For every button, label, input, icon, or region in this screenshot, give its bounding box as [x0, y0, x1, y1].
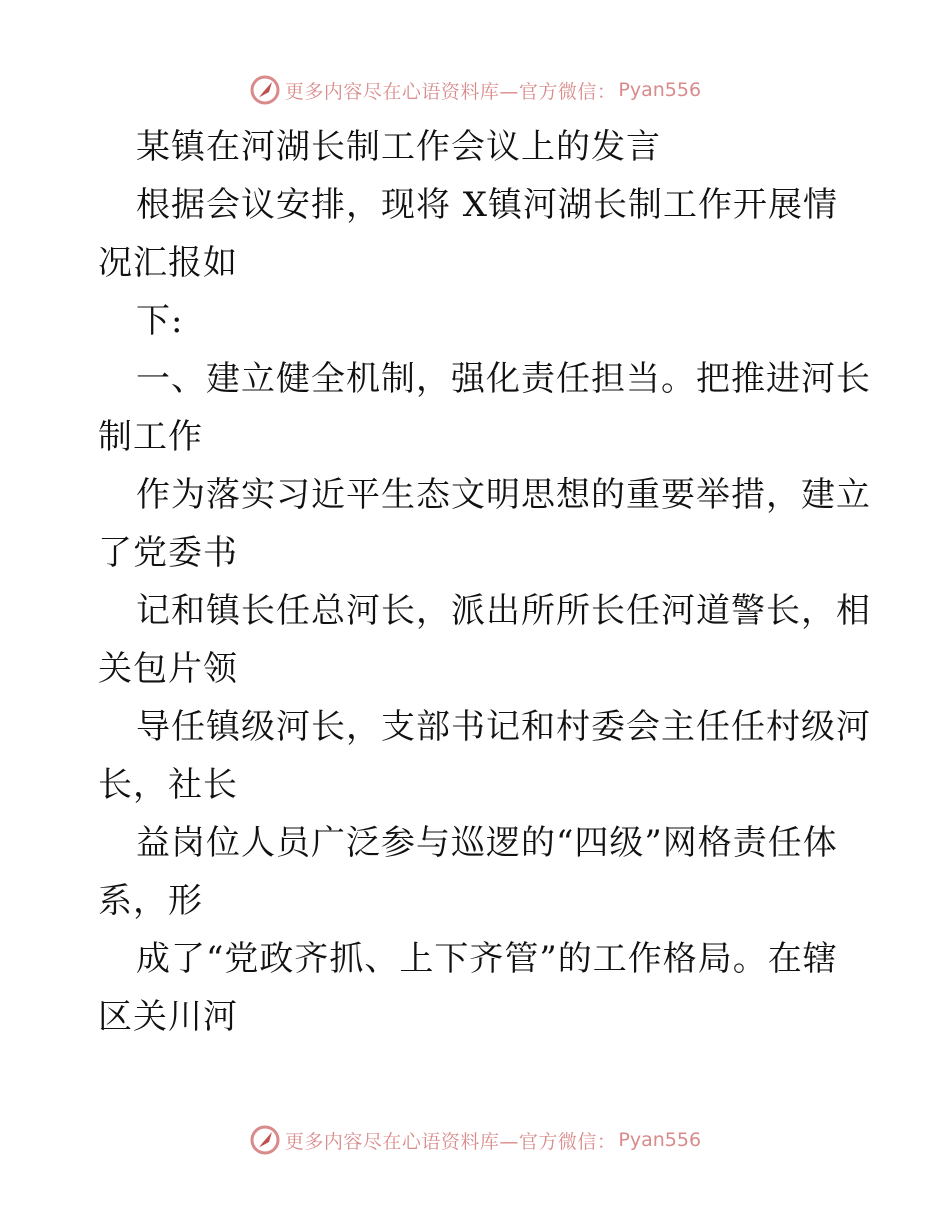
document-title: 某镇在河湖长制工作会议上的发言: [136, 127, 661, 167]
paragraph-line: 况汇报如: [98, 243, 238, 283]
paragraph-line: 了党委书: [98, 533, 238, 573]
document-body: [98, 118, 871, 1046]
paragraph-line: 关包片领: [98, 649, 238, 689]
header-watermark: [0, 70, 950, 110]
paragraph-line: 益岗位人员广泛参与巡逻的“四级”网格责任体: [136, 823, 838, 863]
paragraph-line: 记和镇长任总河长，派出所所长任河道警长，相: [136, 591, 871, 631]
paragraph-line: 导任镇级河长，支部书记和村委会主任任村级河: [136, 707, 871, 747]
feather-pen-logo-icon: [249, 1124, 281, 1156]
paragraph-line: 根据会议安排，现将 X镇河湖长制工作开展情: [136, 185, 839, 225]
paragraph-line: 作为落实习近平生态文明思想的重要举措，建立: [136, 475, 871, 515]
paragraph-line: 下:: [136, 301, 184, 341]
paragraph-line: 长，社长: [98, 765, 238, 805]
watermark-handle: Pyan556: [618, 79, 702, 101]
paragraph-line: 制工作: [98, 417, 203, 457]
watermark-text: 更多内容尽在心语资料库—官方微信：: [284, 1130, 617, 1153]
paragraph-line: 成了“党政齐抓、上下齐管”的工作格局。在辖: [136, 939, 838, 979]
paragraph-line: 一、建立健全机制，强化责任担当。把推进河长: [136, 359, 871, 399]
watermark-text: 更多内容尽在心语资料库—官方微信：: [284, 80, 617, 103]
feather-pen-logo-icon: [249, 74, 281, 106]
paragraph-line: 区关川河: [98, 997, 238, 1037]
footer-watermark: [0, 1120, 950, 1160]
watermark-handle: Pyan556: [618, 1129, 702, 1151]
paragraph-line: 系，形: [98, 881, 203, 921]
